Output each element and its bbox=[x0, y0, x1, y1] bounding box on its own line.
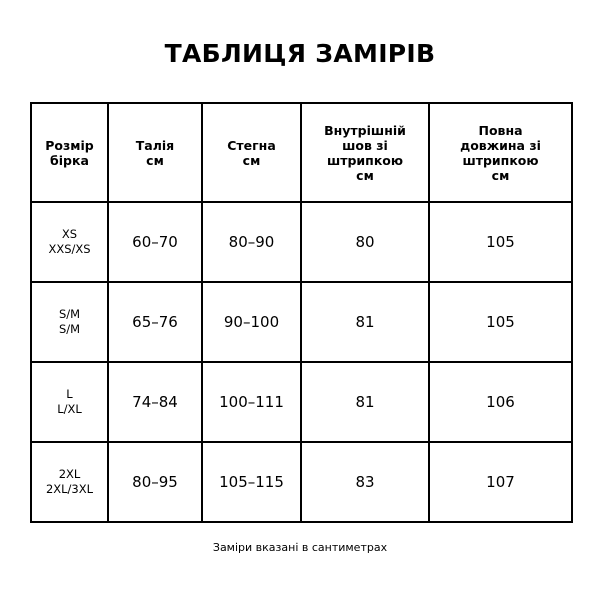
header-line: см bbox=[356, 167, 374, 183]
header-waist bbox=[108, 103, 202, 202]
header-line: Стегна bbox=[227, 137, 276, 153]
inseam-cell: 83 bbox=[301, 442, 429, 522]
header-line: Розмір bbox=[45, 137, 94, 153]
hips-cell: 80–90 bbox=[202, 202, 301, 282]
header-line: Талія bbox=[135, 137, 175, 153]
size-chart-table bbox=[30, 102, 573, 523]
header-line: см bbox=[242, 152, 261, 168]
header-line: штрипкою bbox=[462, 152, 539, 168]
header-inseam bbox=[301, 103, 429, 202]
hips-cell: 105–115 bbox=[202, 442, 301, 522]
tag-label: 2XL/3XL bbox=[45, 482, 94, 496]
header-line: шов зі bbox=[342, 137, 388, 153]
header-line: довжина зі bbox=[460, 137, 541, 153]
header-line: Повна bbox=[478, 122, 523, 138]
header-line: штрипкою bbox=[326, 152, 404, 168]
tag-label: S/M bbox=[58, 322, 81, 336]
page-title: ТАБЛИЦЯ ЗАМІРІВ bbox=[164, 39, 436, 68]
size-tag-cell bbox=[31, 202, 108, 282]
header-hips bbox=[202, 103, 301, 202]
table-row bbox=[31, 282, 572, 362]
inseam-cell: 80 bbox=[301, 202, 429, 282]
size-label: 2XL bbox=[58, 467, 81, 481]
waist-cell: 80–95 bbox=[108, 442, 202, 522]
table-row bbox=[31, 442, 572, 522]
tag-label: L/XL bbox=[57, 402, 82, 416]
inseam-cell: 81 bbox=[301, 362, 429, 442]
full-length-cell: 105 bbox=[429, 202, 572, 282]
full-length-cell: 106 bbox=[429, 362, 572, 442]
header-line: см bbox=[146, 152, 164, 168]
waist-cell: 74–84 bbox=[108, 362, 202, 442]
size-label: XS bbox=[61, 227, 78, 241]
footnote: Заміри вказані в сантиметрах bbox=[212, 541, 388, 554]
size-tag-cell bbox=[31, 442, 108, 522]
size-label: L bbox=[66, 387, 73, 401]
size-tag-cell bbox=[31, 362, 108, 442]
inseam-cell: 81 bbox=[301, 282, 429, 362]
size-tag-cell bbox=[31, 282, 108, 362]
header-full-length bbox=[429, 103, 572, 202]
header-size-tag bbox=[31, 103, 108, 202]
waist-cell: 60–70 bbox=[108, 202, 202, 282]
hips-cell: 100–111 bbox=[202, 362, 301, 442]
table-row bbox=[31, 362, 572, 442]
full-length-cell: 105 bbox=[429, 282, 572, 362]
header-line: Внутрішній bbox=[324, 122, 406, 138]
hips-cell: 90–100 bbox=[202, 282, 301, 362]
header-line: см bbox=[491, 167, 510, 183]
size-label: S/M bbox=[58, 307, 81, 321]
waist-cell: 65–76 bbox=[108, 282, 202, 362]
table-header-row bbox=[31, 103, 572, 202]
table-row bbox=[31, 202, 572, 282]
full-length-cell: 107 bbox=[429, 442, 572, 522]
tag-label: XXS/XS bbox=[48, 242, 91, 256]
header-line: бірка bbox=[50, 152, 89, 168]
